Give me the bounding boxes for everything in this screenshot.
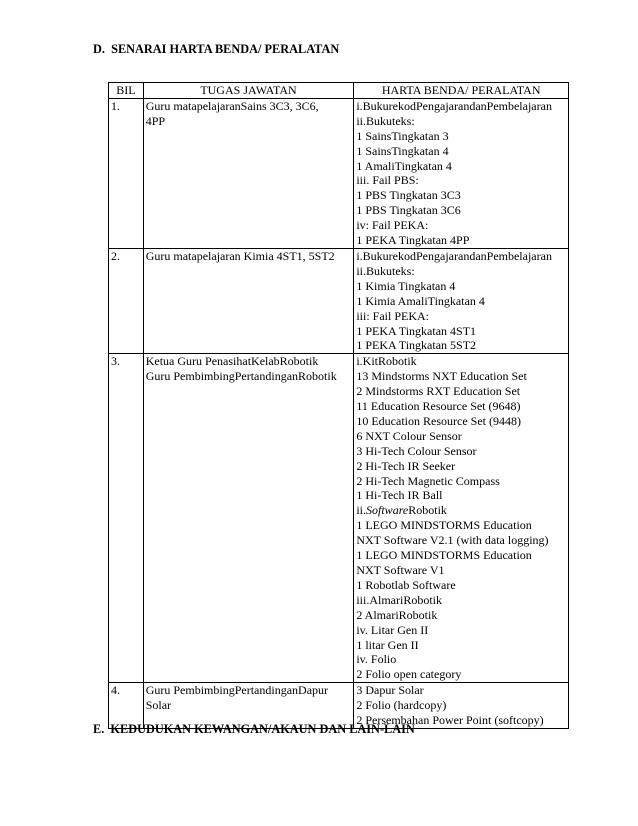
tugas-line: Ketua Guru PenasihatKelabRobotik	[145, 354, 319, 369]
section-d-heading: D. SENARAI HARTA BENDA/ PERALATAN	[93, 42, 340, 56]
harta-line: 2 Hi-Tech Magnetic Compass	[356, 473, 500, 488]
harta-line: iii: Fail PEKA:	[356, 308, 430, 323]
harta-line: 1 PEKA Tingkatan 5ST2	[356, 338, 477, 353]
row-number: 2.	[109, 248, 144, 353]
tugas-line: Guru matapelajaranSains 3C3, 3C6,	[145, 98, 319, 113]
header-bil: BIL	[109, 83, 144, 99]
harta-line: 1 Hi-Tech IR Ball	[356, 488, 443, 503]
harta-line: 2 Hi-Tech IR Seeker	[356, 458, 456, 473]
assets-table	[108, 82, 569, 729]
tugas-cell	[143, 248, 354, 353]
tugas-line: 4PP	[145, 113, 166, 128]
harta-line: 1 SainsTingkatan 4	[356, 143, 449, 158]
harta-cell	[354, 98, 569, 248]
harta-cell	[354, 248, 569, 353]
harta-line: iv. Litar Gen II	[356, 622, 429, 637]
section-e-heading: E. KEDUDUKAN KEWANGAN/AKAUN DAN LAIN-LAIN	[93, 722, 415, 736]
harta-cell	[354, 354, 569, 683]
harta-line: iii. Fail PBS:	[356, 173, 419, 188]
harta-line: 1 Robotlab Software	[356, 577, 456, 592]
harta-line: NXT Software V1	[356, 563, 445, 577]
tugas-line: Solar	[145, 698, 172, 713]
harta-line: 1 LEGO MINDSTORMS Education	[356, 548, 532, 563]
table-header-row	[109, 83, 569, 99]
harta-line: 13 Mindstorms NXT Education Set	[356, 369, 527, 384]
row-number: 3.	[109, 354, 144, 683]
tugas-cell	[143, 354, 354, 683]
harta-line: 3 Dapur Solar	[356, 683, 424, 698]
harta-line: 1 PBS Tingkatan 3C3	[356, 188, 461, 203]
harta-line: 1 Kimia Tingkatan 4	[356, 278, 456, 293]
tugas-line: Guru PembimbingPertandinganRobotik	[145, 369, 337, 384]
tugas-cell	[143, 98, 354, 248]
table-row	[109, 248, 569, 353]
harta-line: 6 NXT Colour Sensor	[356, 428, 462, 443]
harta-line: i.BukurekodPengajarandanPembelajaran	[356, 98, 552, 113]
harta-line: 3 Hi-Tech Colour Sensor	[356, 443, 477, 458]
table-row	[109, 98, 569, 248]
table-row	[109, 354, 569, 683]
harta-line: 1 litar Gen II	[356, 637, 419, 652]
harta-line: 2 Mindstorms RXT Education Set	[356, 384, 521, 399]
tugas-line: Guru PembimbingPertandinganDapur	[145, 683, 329, 698]
header-tugas-jawatan: TUGAS JAWATAN	[143, 83, 354, 99]
harta-line: 2 Folio open category	[356, 667, 462, 682]
harta-line: ii.Bukuteks:	[356, 263, 415, 278]
harta-line: ii.Bukuteks:	[356, 113, 415, 128]
row-number: 1.	[109, 98, 144, 248]
harta-line: i.BukurekodPengajarandanPembelajaran	[356, 248, 552, 263]
tugas-line: Guru matapelajaran Kimia 4ST1, 5ST2	[145, 248, 335, 263]
harta-line: iii.AlmariRobotik	[356, 592, 443, 607]
harta-line: 1 LEGO MINDSTORMS Education	[356, 518, 532, 533]
harta-line: iv: Fail PEKA:	[356, 218, 429, 233]
harta-line: ii.SoftwareRobotik	[356, 503, 447, 518]
harta-line: 2 AlmariRobotik	[356, 607, 438, 622]
harta-line: 1 PBS Tingkatan 3C6	[356, 203, 461, 218]
header-harta-benda: HARTA BENDA/ PERALATAN	[354, 83, 569, 99]
harta-line: NXT Software V2.1 (with data logging)	[356, 533, 549, 548]
harta-line: 2 Persembahan Power Point (softcopy)	[356, 713, 544, 728]
harta-line: 1 AmaliTingkatan 4	[356, 158, 452, 173]
harta-line: 1 SainsTingkatan 3	[356, 128, 449, 143]
harta-line: 11 Education Resource Set (9648)	[356, 399, 521, 414]
harta-line: i.KitRobotik	[356, 354, 417, 369]
harta-line: iv. Folio	[356, 652, 397, 667]
row-number: 4.	[109, 683, 144, 729]
harta-line: 1 Kimia AmaliTingkatan 4	[356, 293, 485, 308]
harta-line: 1 PEKA Tingkatan 4PP	[356, 233, 470, 248]
harta-line: 1 PEKA Tingkatan 4ST1	[356, 323, 477, 338]
harta-line: 10 Education Resource Set (9448)	[356, 413, 521, 428]
harta-line: 2 Folio (hardcopy)	[356, 698, 447, 713]
